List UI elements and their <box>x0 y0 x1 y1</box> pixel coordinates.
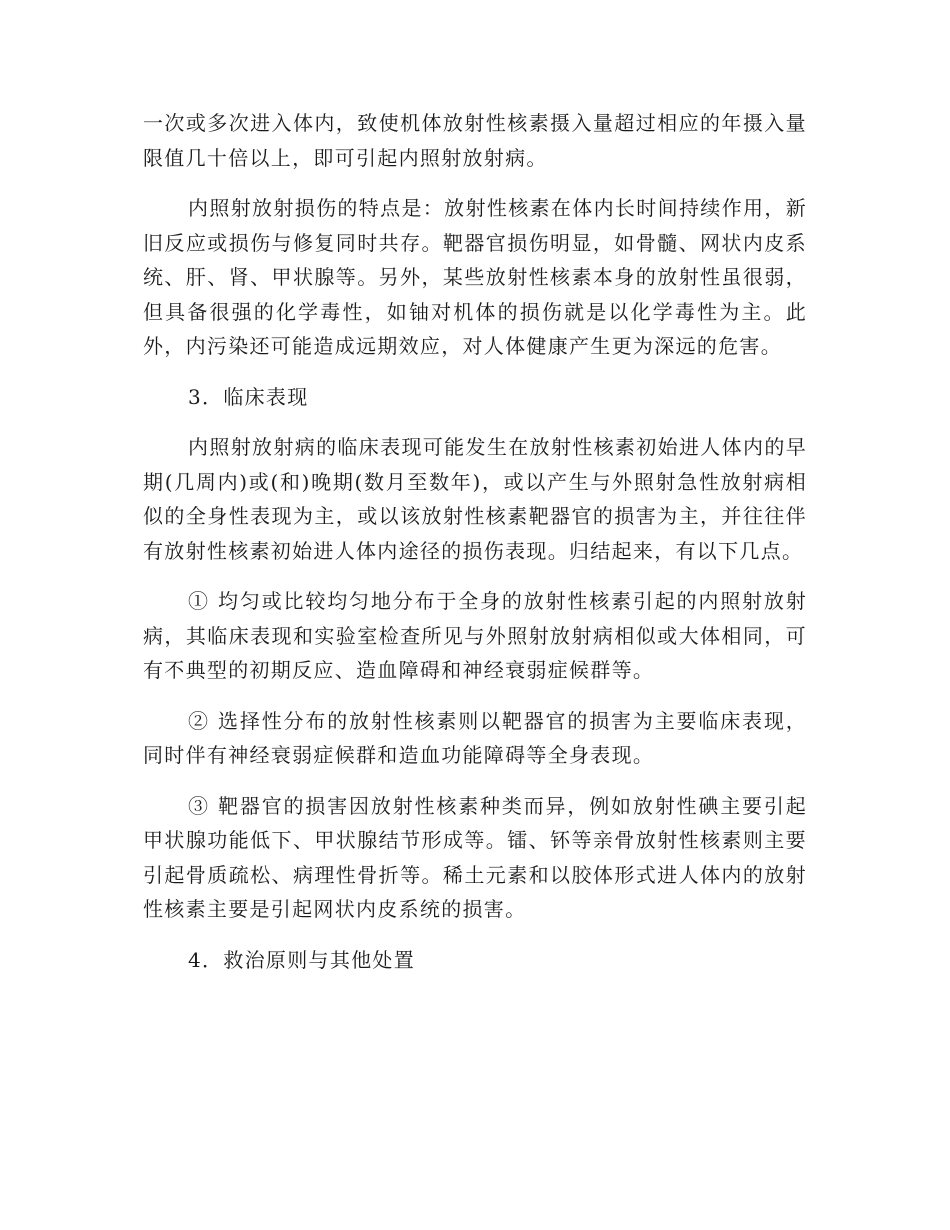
document-body <box>143 106 807 993</box>
list-item-point-3: ③ 靶器官的损害因放射性核素种类而异，例如放射性碘主要引起甲状腺功能低下、甲状腺结节形成等。镭、钚等亲骨放射性核素则主要引起骨质疏松、病理性骨折等。稀土元素和以胶体形式进人体内的放射性核素主要是引起网状内皮系统的损害。 <box>143 793 807 921</box>
list-item-point-2: ② 选择性分布的放射性核素则以靶器官的损害为主要临床表现，同时伴有神经衰弱症候群和造血功能障碍等全身表现。 <box>143 708 807 767</box>
paragraph-internal-injury-features: 内照射放射损伤的特点是：放射性核素在体内长时间持续作用，新旧反应或损伤与修复同时共存。靶器官损伤明显，如骨髓、网状内皮系统、肝、肾、甲状腺等。另外，某些放射性核素本身的放射性虽很弱，但具备很强的化学毒性，如铀对机体的损伤就是以化学毒性为主。此外，内污染还可能造成远期效应，对人体健康产生更为深远的危害。 <box>143 196 807 358</box>
paragraph-continuation: 一次或多次进入体内，致使机体放射性核素摄入量超过相应的年摄入量限值几十倍以上，即可引起内照射放射病。 <box>143 111 807 170</box>
section-heading-clinical-manifestations: 3．临床表现 <box>188 384 309 409</box>
list-item-point-1: ① 均匀或比较均匀地分布于全身的放射性核素引起的内照射放射病，其临床表现和实验室检查所见与外照射放射病相似或大体相同，可有不典型的初期反应、造血障碍和神经衰弱症候群等。 <box>143 589 807 682</box>
paragraph-clinical-overview: 内照射放射病的临床表现可能发生在放射性核素初始进人体内的早期(几周内)或(和)晚期(数月至数年)，或以产生与外照射急性放射病相似的全身性表现为主，或以该放射性核素靶器官的损害为主，并往往伴有放射性核素初始进人体内途径的损伤表现。归结起来，有以下几点。 <box>143 435 807 563</box>
section-heading-treatment-principles: 4．救治原则与其他处置 <box>188 947 416 972</box>
